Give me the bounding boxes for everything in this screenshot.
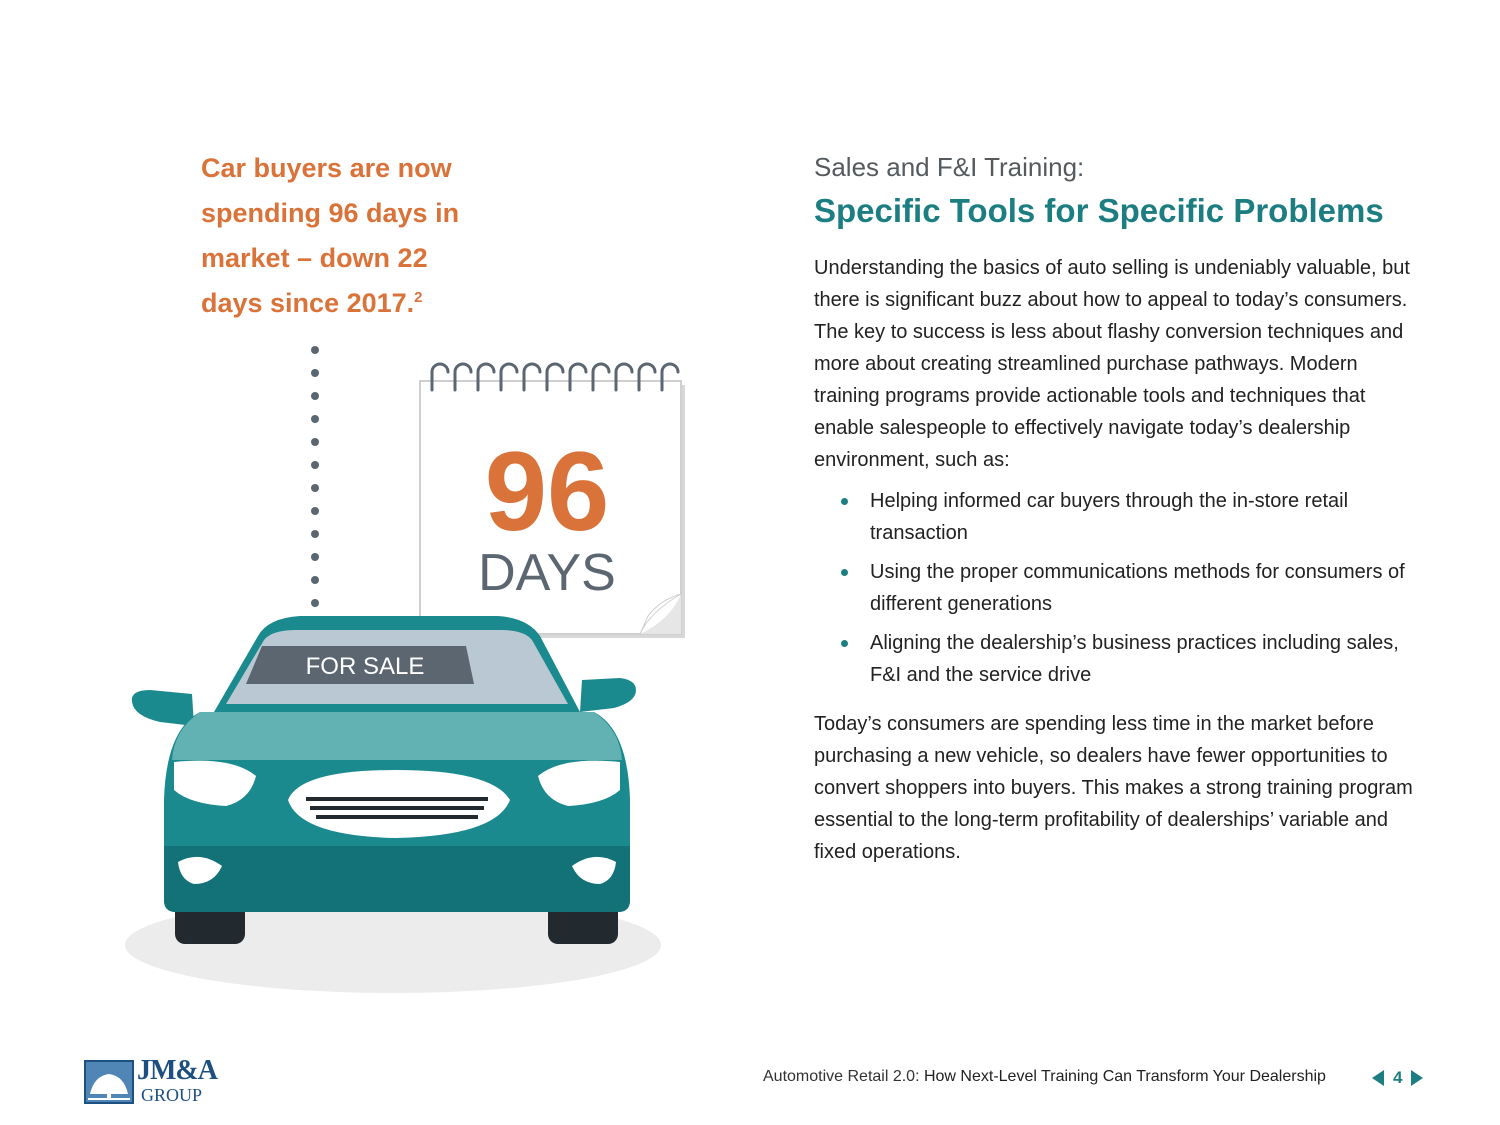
bullet-list (814, 485, 1414, 698)
list-item-text: Aligning the dealership’s business practices including sales, F&I and the service drive (870, 632, 1399, 686)
list-item (814, 627, 1414, 691)
section-subtitle: Sales and F&I Training: (814, 152, 1085, 182)
bullet-icon (841, 640, 848, 647)
car-icon (125, 616, 661, 993)
for-sale-sign: FOR SALE (305, 653, 425, 680)
previous-page-icon[interactable] (1372, 1070, 1384, 1086)
list-item-text: Helping informed car buyers through the in-store retail transaction (870, 490, 1349, 544)
calendar-icon (420, 364, 685, 638)
intro-paragraph: Understanding the basics of auto selling is undeniably valuable, but there is significant buzz about how to appeal to today’s consumers. The key to success is less about flashy conversion techniques and more about creating streamlined purchase pathways. Modern training programs provide actionable tools and techniques that enable salespeople to effectively navigate today’s dealership environment, such as: (814, 257, 1410, 471)
page-title: Specific Tools for Specific Problems (814, 192, 1384, 229)
footer-title-prefix: Automotive Retail 2.0: (763, 1068, 924, 1085)
closing-paragraph: Today’s consumers are spending less time in the market before purchasing a new vehicle, so dealers have fewer opportunities to convert shoppers into buyers. This makes a strong training program essential to the long-term profitability of dealerships’ variable and fixed operations. (814, 713, 1413, 863)
footer-title-rest: How Next-Level Training Can Transform Your Dealership (923, 1068, 1326, 1085)
callout-line-text: days since 2017. (201, 288, 415, 318)
callout-line: Car buyers are now (201, 153, 452, 183)
list-item (814, 485, 1414, 549)
jma-logo-icon (84, 1060, 134, 1104)
page-navigator (1372, 1066, 1423, 1090)
logo-subtext: GROUP (141, 1085, 203, 1105)
calendar-unit: DAYS (478, 544, 616, 602)
page-number: 4 (1393, 1068, 1403, 1087)
next-page-icon[interactable] (1411, 1070, 1423, 1086)
footer-document-title (763, 1068, 1326, 1086)
list-item (814, 556, 1414, 620)
footnote-marker: 2 (414, 289, 423, 306)
car-calendar-illustration (0, 0, 760, 1010)
callout-line: market – down 22 (201, 243, 428, 273)
logo-wordmark: JM&A (137, 1055, 217, 1086)
bullet-icon (841, 498, 848, 505)
calendar-number: 96 (484, 429, 610, 554)
list-item-text: Using the proper communications methods for consumers of different generations (870, 561, 1405, 615)
callout-line: spending 96 days in (201, 198, 460, 228)
dotted-line (311, 346, 319, 607)
bullet-icon (841, 569, 848, 576)
